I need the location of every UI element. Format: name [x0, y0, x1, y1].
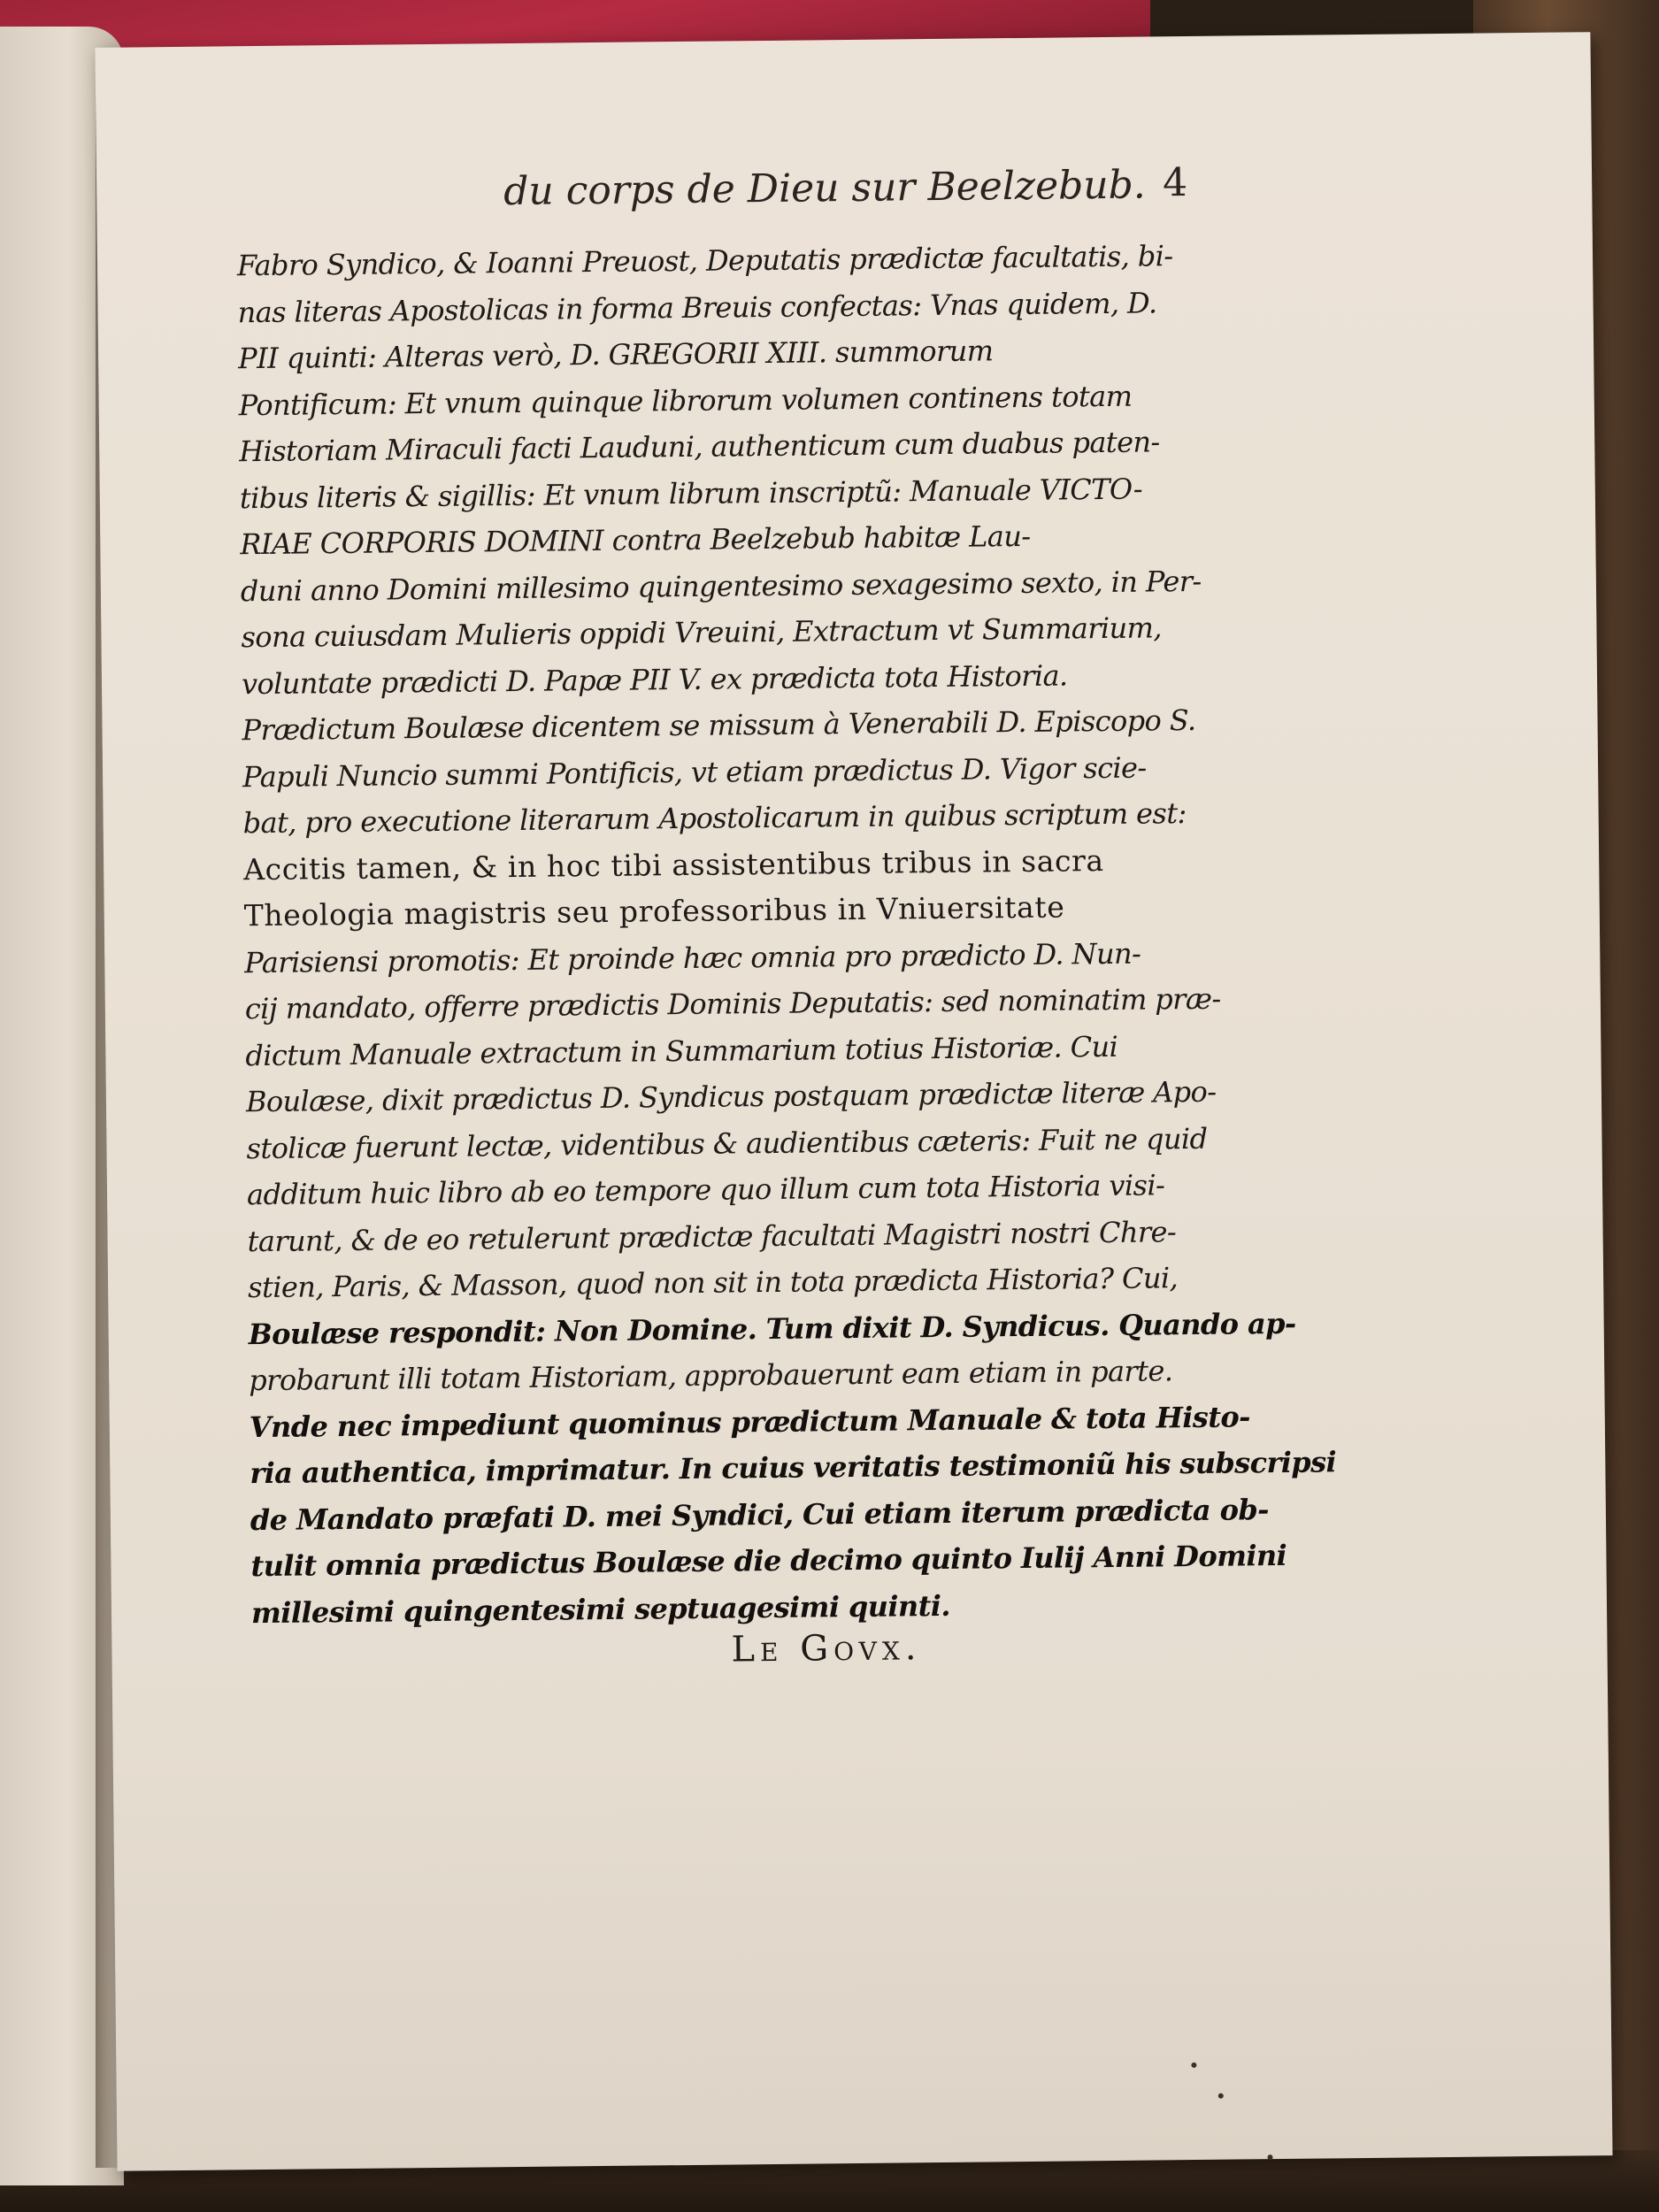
text-line: Boulæse respondit: Non Domine. Tum dixit D. Syndicus. Quando ap- — [248, 1306, 1296, 1351]
paper-speck — [1218, 2093, 1224, 2099]
text-line: Prædictum Boulæse dicentem se missum à Venerabili D. Episcopo S. — [242, 703, 1196, 748]
text-line: nas literas Apostolicas in forma Breuis confectas: Vnas quidem, D. — [237, 285, 1157, 329]
text-line: RIAE CORPORIS DOMINI contra Beelzebub habitæ Lau- — [240, 518, 1031, 562]
running-title: du corps de Dieu sur Beelzebub. — [503, 162, 1147, 215]
paper-speck — [1191, 2062, 1196, 2068]
text-line: tulit omnia prædictus Boulæse die decimo quinto Iulij Anni Domini — [250, 1538, 1287, 1584]
page-number: 4 — [1162, 159, 1188, 206]
text-line: Boulæse, dixit prædictus D. Syndicus postquam prædictæ literæ Apo- — [245, 1074, 1217, 1119]
text-line: millesimi quingentesimi septuagesimi quinti. — [250, 1588, 951, 1630]
text-line: stien, Paris, & Masson, quod non sit in tota prædicta Historia? Cui, — [247, 1261, 1179, 1305]
text-line: bat, pro executione literarum Apostolicarum in quibus scriptum est: — [242, 796, 1187, 841]
text-line: probarunt illi totam Historiam, approbauerunt eam etiam in parte. — [249, 1354, 1173, 1398]
text-line: Fabro Syndico, & Ioanni Preuost, Deputatis prædictæ facultatis, bi- — [236, 239, 1173, 283]
text-line: sona cuiusdam Mulieris oppidi Vreuini, Extractum vt Summarium, — [241, 611, 1163, 655]
text-line: additum huic libro ab eo tempore quo illum cum tota Historia visi- — [246, 1168, 1165, 1212]
text-line: Pontificum: Et vnum quinque librorum volumen continens totam — [238, 379, 1133, 422]
paper-speck — [1267, 2154, 1272, 2160]
signature: Le Govx. — [731, 1627, 922, 1671]
text-line-roman: Accitis tamen, & in hoc tibi assistentibus tribus in sacra — [243, 842, 1104, 887]
book-page — [95, 32, 1612, 2171]
text-line-roman: Theologia magistris seu professoribus in Vniuersitate — [243, 889, 1065, 933]
text-line: tarunt, & de eo retulerunt prædictæ facultati Magistri nostri Chre- — [247, 1214, 1177, 1258]
text-line: Parisiensi promotis: Et proinde hæc omnia pro prædicto D. Nun- — [244, 936, 1141, 979]
text-line: Vnde nec impediunt quominus prædictum Manuale & tota Histo- — [249, 1399, 1251, 1444]
text-line: dictum Manuale extractum in Summarium totius Historiæ. Cui — [245, 1029, 1118, 1072]
text-line: duni anno Domini millesimo quingentesimo sexagesimo sexto, in Per- — [240, 564, 1202, 608]
text-line: stolicæ fuerunt lectæ, videntibus & audientibus cæteris: Fuit ne quid — [246, 1121, 1208, 1165]
text-line: Historiam Miraculi facti Lauduni, authenticum cum duabus paten- — [239, 425, 1160, 469]
page-content — [95, 32, 1612, 2171]
body-text — [236, 232, 1337, 1636]
text-line: ria authentica, imprimatur. In cuius veritatis testimoniũ his subscripsi — [250, 1445, 1337, 1491]
text-line: de Mandato præfati D. mei Syndici, Cui etiam iterum prædicta ob- — [250, 1492, 1269, 1537]
text-line: PII quinti: Alteras verò, D. GREGORII XIII. summorum — [237, 334, 994, 376]
text-line: tibus literis & sigillis: Et vnum librum inscriptũ: Manuale VICTO- — [239, 472, 1143, 515]
text-line: voluntate prædicti D. Papæ PII V. ex prædicta tota Historia. — [241, 657, 1068, 701]
text-line: Papuli Nuncio summi Pontificis, vt etiam prædictus D. Vigor scie- — [242, 750, 1147, 794]
text-line: cij mandato, offerre prædictis Dominis Deputatis: sed nominatim præ- — [244, 981, 1221, 1026]
